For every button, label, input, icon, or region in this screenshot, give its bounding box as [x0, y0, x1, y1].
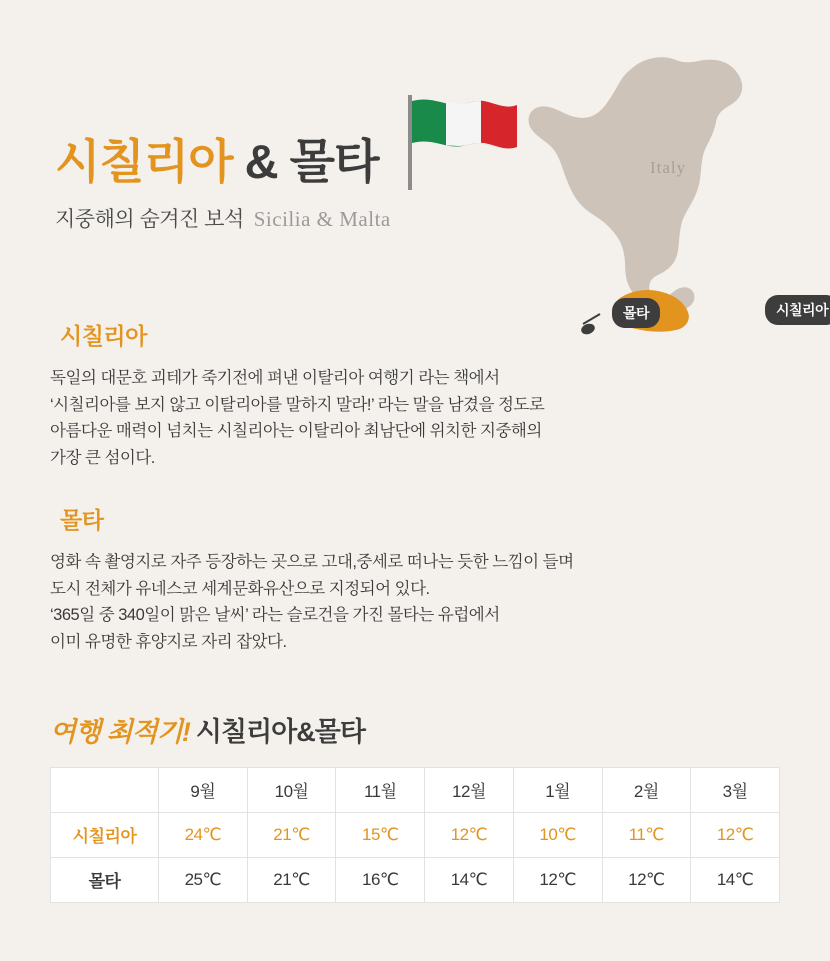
table-cell-sicilia-3: 12℃ [425, 812, 514, 857]
page-subtitle-ko: 지중해의 숨겨진 보석 [55, 208, 244, 231]
table-row-header-malta: 몰타 [51, 857, 159, 902]
best-season-block [0, 710, 830, 903]
climate-table-head [51, 767, 780, 812]
map-country-label: Italy [650, 158, 687, 177]
section-malta [0, 502, 830, 656]
table-cell-sicilia-0: 24℃ [159, 812, 248, 857]
climate-table [50, 767, 780, 903]
header [0, 0, 830, 321]
table-row [51, 812, 780, 857]
map-label-sicilia[interactable]: 시칠리아 [765, 295, 830, 325]
table-col-header-0: 9월 [159, 767, 248, 812]
page-subtitle-latin: Sicilia & Malta [253, 207, 391, 231]
title-block [55, 135, 391, 233]
page-title-sicilia: 시칠리아 [55, 135, 233, 188]
climate-table-body [51, 812, 780, 902]
page-title-malta: 몰타 [289, 135, 379, 188]
map-label-malta[interactable]: 몰타 [612, 298, 660, 328]
table-cell-sicilia-4: 10℃ [513, 812, 602, 857]
page-title-amp: & [232, 135, 290, 188]
best-season-title-accent: 여행 최적기! [50, 716, 190, 747]
table-header-row [51, 767, 780, 812]
table-cell-malta-0: 25℃ [159, 857, 248, 902]
section-sicilia-line-3: 아름다운 매력이 넘치는 시칠리아는 이탈리아 최남단에 위치한 지중해의 [50, 422, 542, 441]
section-malta-line-2: 도시 전체가 유네스코 세계문화유산으로 지정되어 있다. [50, 579, 430, 598]
section-sicilia-heading: 시칠리아 [60, 323, 147, 349]
table-col-header-4: 1월 [513, 767, 602, 812]
section-sicilia-line-2: ‘시칠리아를 보지 않고 이탈리아를 말하지 말라!’ 라는 말을 남겼을 정도로 [50, 395, 545, 414]
table-cell-malta-5: 12℃ [602, 857, 691, 902]
table-cell-malta-4: 12℃ [513, 857, 602, 902]
table-cell-sicilia-6: 12℃ [691, 812, 780, 857]
table-cell-sicilia-1: 21℃ [247, 812, 336, 857]
section-malta-heading: 몰타 [60, 506, 104, 533]
table-cell-malta-2: 16℃ [336, 857, 425, 902]
table-col-header-2: 11월 [336, 767, 425, 812]
table-row [51, 857, 780, 902]
table-cell-sicilia-5: 11℃ [602, 812, 691, 857]
section-malta-line-1: 영화 속 촬영지로 자주 등장하는 곳으로 고대,중세로 떠나는 듯한 느낌이 들며 [50, 552, 574, 571]
best-season-title-plain: 시칠리아&몰타 [195, 716, 365, 747]
table-col-header-3: 12월 [425, 767, 514, 812]
table-cell-malta-1: 21℃ [247, 857, 336, 902]
table-cell-malta-3: 14℃ [425, 857, 514, 902]
section-sicilia-body [50, 365, 780, 472]
section-malta-body [50, 549, 780, 656]
page-subtitle [55, 203, 391, 233]
page-title [55, 135, 391, 188]
table-col-header-5: 2월 [602, 767, 691, 812]
italy-map [480, 40, 829, 350]
table-corner-cell [51, 767, 159, 812]
best-season-title [50, 710, 780, 749]
table-col-header-1: 10월 [247, 767, 336, 812]
table-cell-sicilia-2: 15℃ [336, 812, 425, 857]
section-sicilia-line-4: 가장 큰 섬이다. [50, 449, 155, 468]
section-sicilia-line-1: 독일의 대문호 괴테가 죽기전에 펴낸 이탈리아 여행기 라는 책에서 [50, 369, 500, 387]
section-malta-line-3: ‘365일 중 340일이 맑은 날씨’ 라는 슬로건을 가진 몰타는 유럽에서 [50, 606, 500, 625]
section-malta-line-4: 이미 유명한 휴양지로 자리 잡았다. [50, 633, 287, 652]
table-col-header-6: 3월 [691, 767, 780, 812]
table-row-header-sicilia: 시칠리아 [51, 812, 159, 857]
table-cell-malta-6: 14℃ [691, 857, 780, 902]
